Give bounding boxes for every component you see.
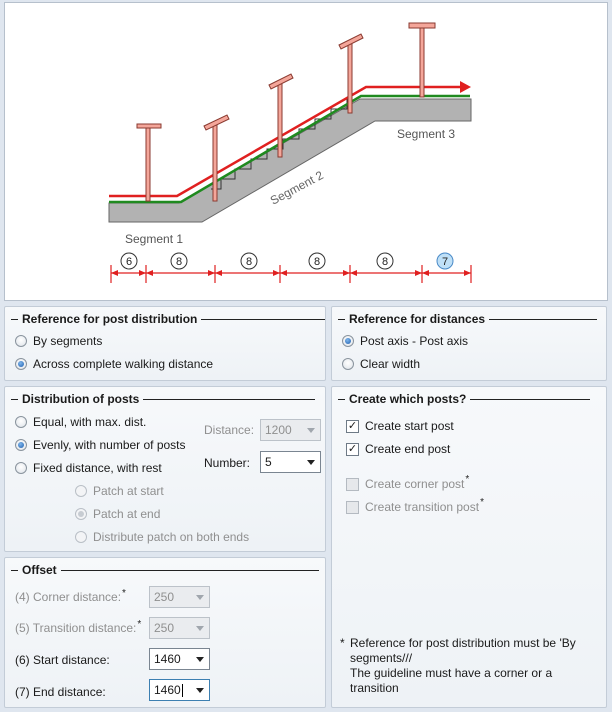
radio-button-disabled-selected[interactable] [75, 508, 87, 520]
radio-button-selected[interactable] [15, 358, 27, 370]
radio-patch-at-start[interactable]: Patch at start [75, 482, 164, 500]
segment-2-label: Segment 2 [267, 168, 326, 208]
offset-group [4, 557, 326, 708]
segment-3-label: Segment 3 [397, 127, 456, 141]
chevron-down-icon [196, 626, 204, 631]
radio-button[interactable] [15, 462, 27, 474]
radio-button-selected[interactable] [15, 439, 27, 451]
radio-button-disabled[interactable] [75, 531, 87, 543]
end-distance-label: (7) End distance: [15, 685, 106, 699]
offset-title: Offset [11, 562, 319, 578]
number-combo[interactable]: 5 [260, 451, 321, 473]
reference-distances-title: Reference for distances [338, 311, 597, 327]
guideline-arrow [460, 81, 471, 93]
radio-by-segments[interactable]: By segments [15, 332, 102, 350]
radio-clear-width[interactable]: Clear width [342, 355, 420, 373]
radio-patch-at-end[interactable]: Patch at end [75, 505, 160, 523]
checkbox-create-end-post[interactable]: ✓ Create end post [347, 442, 451, 456]
checkbox-disabled[interactable] [346, 478, 359, 491]
number-label: Number: [204, 456, 251, 470]
reference-distances-group [331, 306, 607, 381]
segment-1-label: Segment 1 [125, 232, 184, 246]
post-1-cap [137, 124, 161, 128]
radio-distribute-patch-both[interactable]: Distribute patch on both ends [75, 528, 249, 546]
stair-body [109, 99, 471, 222]
radio-fixed-distance-rest[interactable]: Fixed distance, with rest [15, 459, 162, 477]
radio-button[interactable] [15, 416, 27, 428]
distance-combo[interactable]: 1200 [260, 419, 321, 441]
dim-label-1: 6 [125, 256, 133, 268]
corner-distance-combo[interactable]: 250 [149, 586, 210, 608]
footnote-line-2: The guideline must have a corner or a transition [350, 666, 553, 695]
checkbox-create-start-post[interactable]: ✓ Create start post [347, 419, 454, 433]
checkbox-create-corner-post[interactable]: Create corner post * [346, 475, 469, 493]
dim-label-3: 8 [245, 256, 253, 268]
stair-railing-diagram [5, 3, 609, 302]
radio-equal-max-dist[interactable]: Equal, with max. dist. [15, 413, 146, 431]
checkbox-create-transition-post[interactable]: Create transition post * [346, 498, 484, 516]
transition-distance-combo[interactable]: 250 [149, 617, 210, 639]
dim-label-6: 7 [441, 256, 449, 268]
start-distance-combo[interactable]: 1460 [149, 648, 210, 670]
checkbox-checked[interactable]: ✓ [347, 419, 358, 432]
text-caret [182, 684, 183, 697]
dim-label-4: 8 [313, 256, 321, 268]
radio-button[interactable] [342, 358, 354, 370]
chevron-down-icon [307, 428, 315, 433]
chevron-down-icon [196, 688, 204, 693]
radio-button[interactable] [15, 335, 27, 347]
distribution-of-posts-group [4, 386, 326, 552]
post-1 [146, 127, 150, 201]
radio-button-selected[interactable] [342, 335, 354, 347]
post-4 [348, 41, 352, 113]
dim-label-5: 8 [381, 256, 389, 268]
stair-preview-panel [4, 2, 608, 301]
transition-distance-label: (5) Transition distance:* [15, 619, 142, 635]
chevron-down-icon [196, 657, 204, 662]
footnote-line-1: Reference for post distribution must be 'By segments/// [350, 636, 576, 665]
corner-distance-label: (4) Corner distance:* [15, 588, 126, 604]
post-distribution-group [4, 306, 326, 381]
radio-evenly-number[interactable]: Evenly, with number of posts [15, 436, 186, 454]
create-posts-title: Create which posts? [338, 391, 590, 407]
start-distance-label: (6) Start distance: [15, 653, 110, 667]
chevron-down-icon [307, 460, 315, 465]
post-5 [420, 27, 424, 97]
checkbox-checked[interactable]: ✓ [347, 442, 358, 455]
dim-label-2: 8 [175, 256, 183, 268]
radio-across-walking-distance[interactable]: Across complete walking distance [15, 355, 213, 373]
radio-post-axis[interactable]: Post axis - Post axis [342, 332, 468, 350]
radio-button-disabled[interactable] [75, 485, 87, 497]
footnote: * Reference for post distribution must be 'By segments/// The guideline must have a corner or a transition [340, 636, 602, 696]
post-5-cap [409, 23, 435, 28]
end-distance-combo[interactable]: 1460 [149, 679, 210, 701]
post-3 [278, 83, 282, 157]
chevron-down-icon [196, 595, 204, 600]
post-2 [213, 125, 217, 201]
distance-label: Distance: [204, 423, 255, 437]
checkbox-disabled[interactable] [346, 501, 359, 514]
post-distribution-title: Reference for post distribution [11, 311, 325, 327]
distribution-of-posts-title: Distribution of posts [11, 391, 315, 407]
